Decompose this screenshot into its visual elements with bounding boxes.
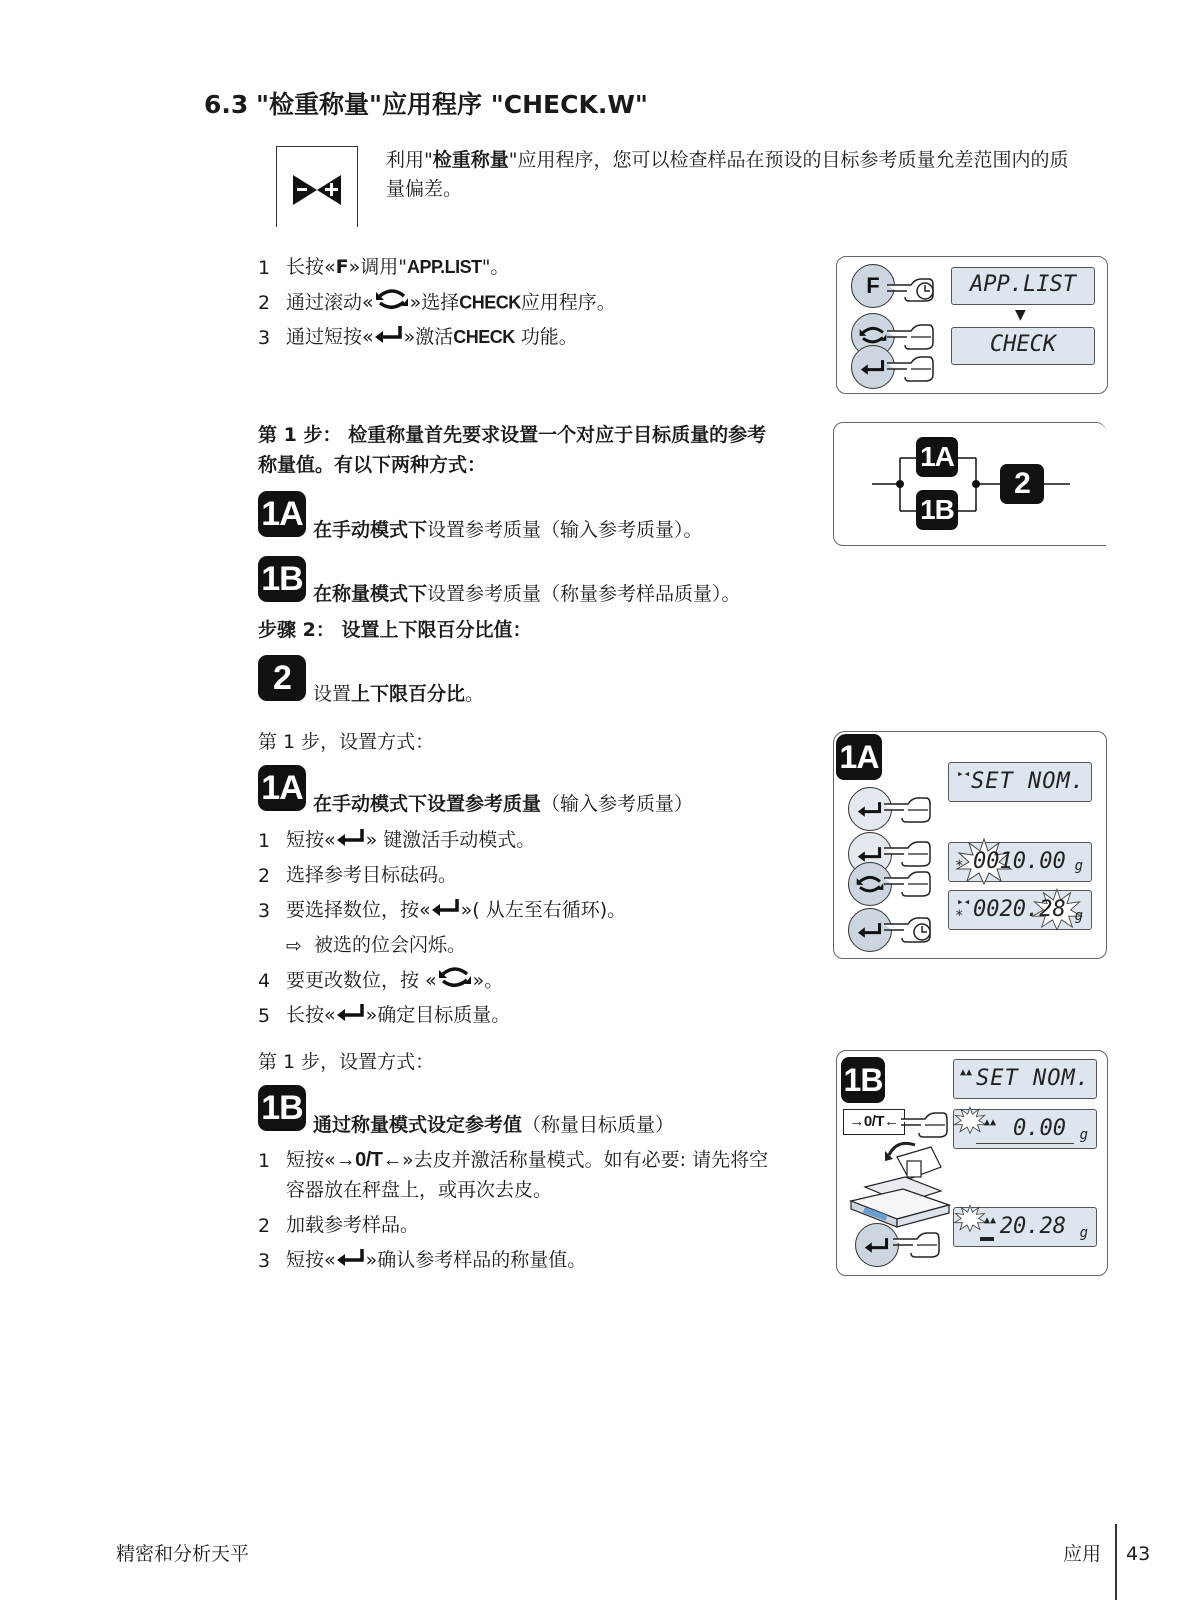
hand-icon (882, 866, 932, 900)
lcd-reference-weight: ▲▲ 20.28 g (953, 1207, 1097, 1247)
fig-badge-1a: 1A (836, 734, 882, 780)
manual-step-4: 4 要更改数位，按 « »。 (258, 966, 503, 996)
option-1a-text: 在手动模式下设置参考质量（输入参考质量）。 (313, 519, 703, 541)
lcd-set-nom-1b: ▲▲ SET NOM. (953, 1059, 1097, 1099)
section-title: "检重称量"应用程序 "CHECK.W" (256, 90, 648, 119)
lcd-set-nom: ▸◂ SET NOM. (948, 762, 1092, 802)
enter-icon (336, 1247, 366, 1275)
figure-flow (833, 422, 1106, 546)
option-1b-text: 在称量模式下设置参考质量（称量参考样品质量）。 (313, 583, 741, 605)
manual-step-2: 2 选择参考目标砝码。 (258, 864, 458, 887)
badge-2: 2 (258, 655, 306, 701)
flow-badge-2: 2 (1000, 464, 1044, 504)
figure-1b-weigh (836, 1050, 1108, 1276)
step1-heading-line-1: 第 1 步： 检重称量首先要求设置一个对应于目标质量的参考 (258, 424, 767, 446)
lcd-app-list: APP.LIST (951, 267, 1095, 305)
enter-icon (336, 1002, 366, 1030)
fig-badge-1b: 1B (841, 1057, 885, 1103)
hand-icon (882, 792, 932, 826)
badge-1b: 1B (258, 556, 306, 602)
weigh-heading-text: 通过称量模式设定参考值（称量目标质量） (313, 1114, 675, 1136)
footer-left: 精密和分析天平 (116, 1543, 250, 1565)
lcd-0020: ▸◂ * 0020.28 g (948, 890, 1092, 930)
scale-symbol-icon: ▲▲ (960, 1067, 973, 1078)
option-2-text: 设置上下限百分比。 (313, 683, 485, 705)
arrow-down-icon: ▼ (1015, 307, 1026, 323)
badge-1a-manual: 1A (258, 765, 306, 811)
hand-icon (882, 912, 932, 946)
check-symbol-icon: ▸◂ (957, 767, 971, 780)
result-arrow-icon: ⇨ (286, 934, 302, 957)
scale-symbol-icon: ▲▲ (984, 1117, 997, 1128)
weigh-step-1-cont: 容器放在秤盘上，或再次去皮。 (286, 1179, 553, 1201)
figure-app-list (836, 256, 1108, 394)
weigh-step-1: 1 短按«→0/T←»去皮并激活称量模式。如有必要: 请先将空 (258, 1149, 769, 1172)
footer-divider (1115, 1524, 1117, 1600)
intro-line-1: 利用"检重称量"应用程序，您可以检查样品在预设的目标参考质量允差范围内的质 (386, 149, 1069, 171)
step2-heading: 步骤 2： 设置上下限百分比值： (258, 619, 532, 641)
lcd-0010: * 0010.00 g (948, 842, 1092, 882)
flow-badge-1a: 1A (916, 437, 958, 477)
tare-key: →0/T← (843, 1109, 905, 1135)
activation-step-3: 3 通过短按« »激活CHECK 功能。 (258, 323, 578, 352)
method-label-1a: 第 1 步，设置方式： (258, 731, 435, 753)
check-weighing-app-icon (276, 146, 358, 227)
manual-step-5: 5 长按« »确定目标质量。 (258, 1001, 510, 1030)
method-label-1b: 第 1 步，设置方式： (258, 1051, 435, 1073)
activation-step-1: 1 长按«F»调用"APP.LIST"。 (258, 256, 510, 279)
page-number: 43 (1126, 1543, 1151, 1565)
scale-symbol-icon: ▲▲ (984, 1215, 997, 1226)
manual-heading-text: 在手动模式下设置参考质量（输入参考质量） (313, 793, 694, 815)
badge-1b-weigh: 1B (258, 1085, 306, 1131)
hand-icon (891, 1227, 941, 1261)
badge-1a: 1A (258, 491, 306, 537)
manual-step-3: 3 要选择数位，按« »( 从左至右循环)。 (258, 896, 626, 925)
scroll-icon (437, 966, 473, 996)
f-key: F (851, 264, 895, 308)
weigh-step-3: 3 短按« »确认参考样品的称量值。 (258, 1246, 586, 1275)
level-bar (980, 1237, 994, 1241)
flow-badge-1b: 1B (916, 490, 958, 530)
hand-icon (885, 319, 935, 353)
weigh-step-2: 2 加载参考样品。 (258, 1214, 420, 1237)
step1-heading-line-2: 称量值。有以下两种方式： (258, 454, 487, 476)
blink-burst-icon (952, 1200, 988, 1236)
hand-icon (885, 271, 935, 305)
asterisk-icon: * (955, 908, 964, 924)
lcd-check: CHECK (951, 327, 1095, 365)
check-symbol-icon: ▸◂ (957, 895, 971, 908)
intro-line-2: 量偏差。 (386, 178, 463, 200)
enter-icon (336, 827, 366, 855)
lcd-zero: ▲▲ 0.00 g (953, 1109, 1097, 1149)
hand-icon (882, 836, 932, 870)
hand-icon (885, 351, 935, 385)
footer-section: 应用 (1063, 1543, 1102, 1565)
balance-illustration (845, 1135, 951, 1229)
asterisk-icon: * (955, 858, 964, 874)
activation-step-2: 2 通过滚动« »选择CHECK应用程序。 (258, 288, 616, 318)
blink-burst-icon (952, 1102, 988, 1138)
enter-icon (431, 897, 461, 925)
manual-step-result: ⇨ 被选的位会闪烁。 (286, 931, 466, 960)
scroll-icon (374, 288, 410, 318)
enter-icon (374, 324, 404, 352)
manual-step-1: 1 短按« » 键激活手动模式。 (258, 826, 535, 855)
section-number: 6.3 (204, 90, 249, 119)
figure-1a-manual (833, 731, 1107, 959)
